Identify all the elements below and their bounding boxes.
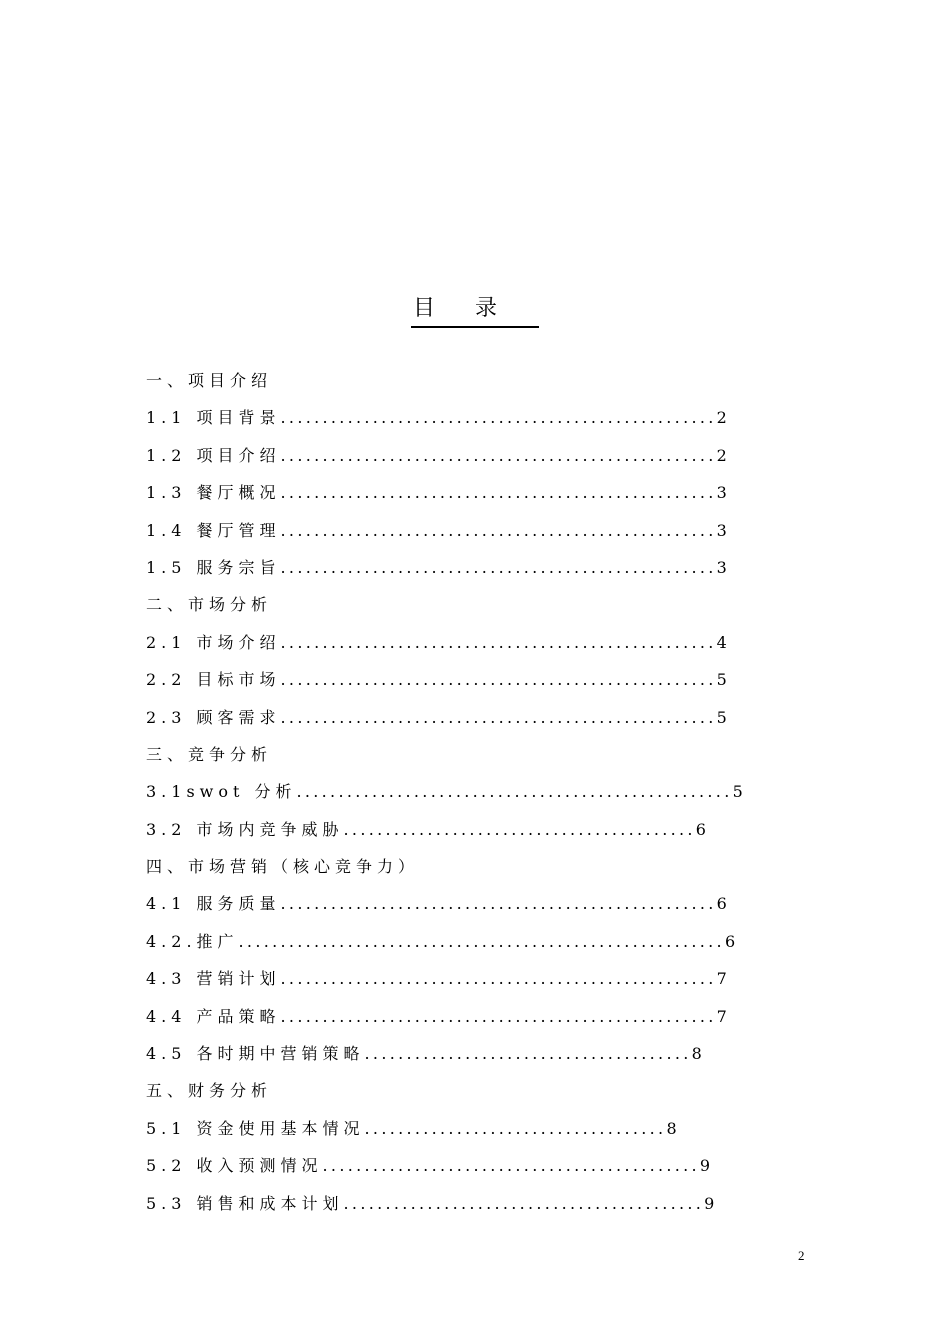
- toc-entry-4-4[interactable]: [146, 998, 786, 1035]
- toc-label: 2.1 市场介绍: [146, 632, 281, 652]
- toc-entry-1-1[interactable]: [146, 399, 786, 436]
- toc-section-1[interactable]: [146, 362, 786, 399]
- toc-leader-dots: ....................................: [364, 1118, 667, 1138]
- toc-page-number: 3: [716, 483, 732, 503]
- toc-page-number: 7: [716, 969, 732, 989]
- toc-page-number: 5: [732, 782, 748, 802]
- toc-label: 1.1 项目背景: [146, 408, 281, 428]
- toc-label: 5.3 销售和成本计划: [146, 1193, 344, 1213]
- toc-entry-1-3[interactable]: [146, 474, 786, 511]
- toc-section-4[interactable]: [146, 848, 786, 885]
- toc-label: 5.2 收入预测情况: [146, 1156, 323, 1176]
- toc-entry-4-1[interactable]: [146, 885, 786, 922]
- toc-section-5[interactable]: [146, 1072, 786, 1109]
- toc-label: 2.3 顾客需求: [146, 707, 281, 727]
- toc-page-number: 6: [716, 894, 732, 914]
- toc-label: 4.1 服务质量: [146, 894, 281, 914]
- toc-leader-dots: ...........................................: [343, 1193, 705, 1213]
- toc-entry-2-1[interactable]: [146, 624, 786, 661]
- toc-label: 1.3 餐厅概况: [146, 483, 281, 503]
- toc-leader-dots: ....................................................: [280, 670, 717, 690]
- toc-leader-dots: ....................................................: [280, 894, 717, 914]
- toc-page-number: 3: [716, 520, 732, 540]
- toc-page-number: 2: [716, 445, 732, 465]
- toc-label: 4.3 营销计划: [146, 969, 281, 989]
- table-of-contents: [146, 362, 786, 1222]
- toc-section-3[interactable]: [146, 736, 786, 773]
- toc-entry-2-2[interactable]: [146, 661, 786, 698]
- toc-label: 3.2 市场内竞争威胁: [146, 819, 344, 839]
- toc-page-number: 6: [724, 931, 741, 951]
- toc-page-number: 9: [699, 1156, 716, 1176]
- toc-section-2[interactable]: [146, 586, 786, 623]
- toc-page-number: 3: [716, 557, 732, 577]
- toc-entry-2-3[interactable]: [146, 699, 786, 736]
- toc-leader-dots: ....................................................: [280, 520, 717, 540]
- toc-leader-dots: ..........................................: [343, 819, 696, 839]
- toc-leader-dots: .......................................: [364, 1044, 692, 1064]
- toc-leader-dots: ..........................................................: [238, 931, 725, 951]
- toc-label: 4.5 各时期中营销策略: [146, 1044, 365, 1064]
- toc-page-number: 8: [666, 1118, 682, 1138]
- toc-page-number: 7: [716, 1006, 732, 1026]
- toc-label: 4.4 产品策略: [146, 1006, 281, 1026]
- toc-page-number: 5: [716, 670, 732, 690]
- toc-label: 二、市场分析: [146, 595, 273, 615]
- toc-entry-5-2[interactable]: [146, 1147, 786, 1184]
- toc-label: 1.5 服务宗旨: [146, 557, 281, 577]
- toc-leader-dots: ....................................................: [280, 408, 717, 428]
- toc-label: 五、财务分析: [146, 1081, 273, 1101]
- toc-leader-dots: ....................................................: [280, 483, 717, 503]
- toc-entry-4-5[interactable]: [146, 1035, 786, 1072]
- toc-entry-4-2[interactable]: [146, 923, 786, 960]
- toc-page-number: 4: [716, 632, 732, 652]
- toc-label: 3.1swot 分析: [146, 782, 297, 802]
- toc-title-text: 目录: [411, 294, 539, 328]
- toc-label: 4.2.推广: [146, 931, 239, 951]
- toc-title: [0, 294, 950, 328]
- toc-label: 1.4 餐厅管理: [146, 520, 281, 540]
- toc-leader-dots: ....................................................: [280, 969, 717, 989]
- toc-label: 四、市场营销（核心竞争力）: [146, 857, 420, 877]
- toc-entry-5-1[interactable]: [146, 1110, 786, 1147]
- toc-leader-dots: ....................................................: [296, 782, 733, 802]
- toc-page-number: 6: [695, 819, 711, 839]
- toc-label: 2.2 目标市场: [146, 670, 281, 690]
- toc-leader-dots: ....................................................: [280, 632, 717, 652]
- toc-entry-3-1[interactable]: [146, 773, 786, 810]
- toc-page-number: 9: [704, 1193, 720, 1213]
- toc-leader-dots: .............................................: [322, 1156, 700, 1176]
- toc-entry-1-2[interactable]: [146, 437, 786, 474]
- toc-label: 一、项目介绍: [146, 371, 273, 390]
- toc-entry-4-3[interactable]: [146, 960, 786, 997]
- toc-entry-3-2[interactable]: [146, 811, 786, 848]
- toc-leader-dots: ....................................................: [280, 445, 717, 465]
- toc-label: 三、竞争分析: [146, 744, 273, 764]
- toc-label: 5.1 资金使用基本情况: [146, 1118, 365, 1138]
- toc-page-number: 2: [716, 408, 732, 428]
- toc-label: 1.2 项目介绍: [146, 445, 281, 465]
- toc-entry-1-4[interactable]: [146, 512, 786, 549]
- toc-entry-5-3[interactable]: [146, 1185, 786, 1222]
- toc-page-number: 5: [716, 707, 732, 727]
- page-number: 2: [798, 1248, 805, 1263]
- toc-leader-dots: ....................................................: [280, 557, 717, 577]
- toc-leader-dots: ....................................................: [280, 1006, 717, 1026]
- toc-page-number: 8: [691, 1044, 707, 1064]
- toc-leader-dots: ....................................................: [280, 707, 717, 727]
- toc-entry-1-5[interactable]: [146, 549, 786, 586]
